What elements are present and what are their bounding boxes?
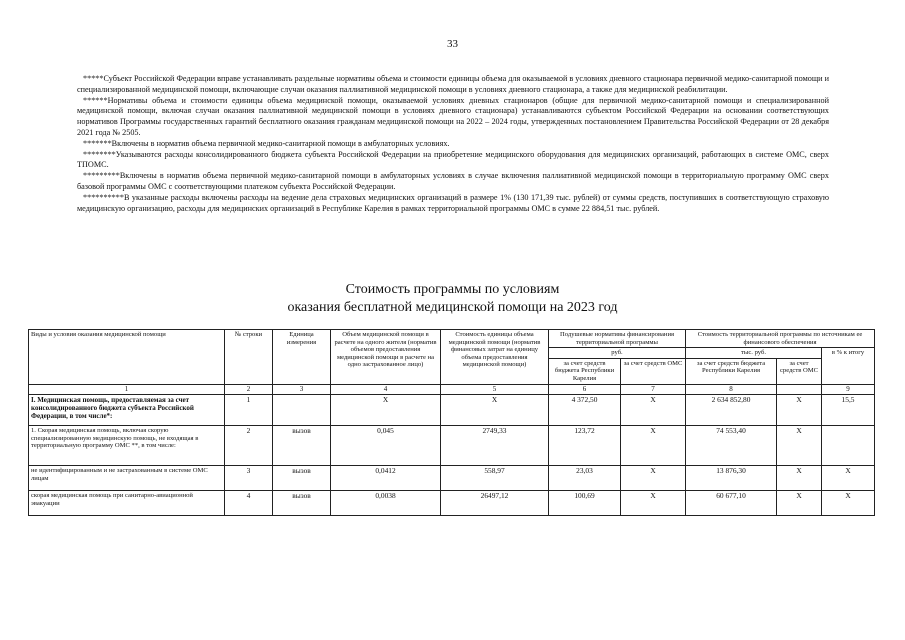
row-name: I. Медицинская помощь, предоставляемая за счет консолидированного бюджета субъекта Российской Федерации, в том числе*: xyxy=(29,395,225,426)
col-num-6: 6 xyxy=(549,384,621,395)
column-numbers-row xyxy=(29,384,875,395)
table-row xyxy=(29,466,875,491)
col-num-5: 5 xyxy=(441,384,549,395)
header-types: Виды и условия оказания медицинской помощи xyxy=(29,330,225,385)
row-tc-budget: 60 677,10 xyxy=(686,491,777,516)
row-tc-oms: Х xyxy=(777,491,822,516)
row-cost: 558,97 xyxy=(441,466,549,491)
row-cost: 26497,12 xyxy=(441,491,549,516)
program-cost-table xyxy=(28,329,875,516)
row-tc-budget: 2 634 852,80 xyxy=(686,395,777,426)
row-volume: Х xyxy=(331,395,441,426)
col-num-8: 8 xyxy=(686,384,777,395)
col-num-9: 9 xyxy=(822,384,875,395)
row-pc-oms: Х xyxy=(621,466,686,491)
row-percent: Х xyxy=(822,491,875,516)
footnote-9: *********Включены в норматив объема первичной медико-санитарной помощи в амбулаторных условиях в случае включения паллиативной медицинской помощи в территориальную программу ОМС сверх базовой программы ОМС с соответствующими платежом субъекта Российской Федерации. xyxy=(77,171,829,191)
header-pc-oms: за счет средств ОМС xyxy=(621,358,686,384)
row-unit: вызов xyxy=(273,491,331,516)
table-row xyxy=(29,426,875,466)
row-cost: Х xyxy=(441,395,549,426)
row-volume: 0,0412 xyxy=(331,466,441,491)
row-unit xyxy=(273,395,331,426)
row-percent: 15,5 xyxy=(822,395,875,426)
row-tc-oms: Х xyxy=(777,466,822,491)
table-title xyxy=(0,281,905,317)
row-name: скорая медицинская помощь при санитарно-авиационной эвакуации xyxy=(29,491,225,516)
table-title-line-2: оказания бесплатной медицинской помощи на 2023 год xyxy=(287,300,618,315)
col-num-2: 2 xyxy=(225,384,273,395)
row-cost: 2749,33 xyxy=(441,426,549,466)
row-tc-oms: Х xyxy=(777,426,822,466)
row-volume: 0,0038 xyxy=(331,491,441,516)
row-name: не идентифицированным и не застрахованным в системе ОМС лицам xyxy=(29,466,225,491)
header-rub: руб. xyxy=(549,348,686,359)
col-num-1: 1 xyxy=(29,384,225,395)
table-title-line-1: Стоимость программы по условиям xyxy=(345,282,560,297)
row-pc-oms: Х xyxy=(621,426,686,466)
header-row-1 xyxy=(29,330,875,348)
col-num-4: 4 xyxy=(331,384,441,395)
header-unit: Единица измерения xyxy=(273,330,331,385)
col-num-3: 3 xyxy=(273,384,331,395)
row-unit: вызов xyxy=(273,426,331,466)
header-unit-cost: Стоимость единицы объема медицинской помощи (норматив финансовых затрат на единицу объема предоставления медицинской помощи) xyxy=(441,330,549,385)
header-program-cost: Стоимость территориальной программы по источникам ее финансового обеспечения xyxy=(686,330,875,348)
row-tc-oms: Х xyxy=(777,395,822,426)
row-pc-budget: 23,03 xyxy=(549,466,621,491)
footnote-7: *******Включены в норматив объема первичной медико-санитарной помощи в амбулаторных условиях. xyxy=(83,138,450,148)
col-num-7: 7 xyxy=(621,384,686,395)
row-pc-budget: 4 372,50 xyxy=(549,395,621,426)
row-percent: Х xyxy=(822,466,875,491)
row-number: 4 xyxy=(225,491,273,516)
header-pc-budget: за счет средств бюджета Республики Карелия xyxy=(549,358,621,384)
row-number: 3 xyxy=(225,466,273,491)
row-pc-oms: Х xyxy=(621,395,686,426)
row-tc-budget: 13 876,30 xyxy=(686,466,777,491)
row-name: 1. Скорая медицинская помощь, включая скорую специализированную медицинскую помощь, не входящая в территориальную программу ОМС **, в том числе: xyxy=(29,426,225,466)
header-tc-budget: за счет средств бюджета Республики Карелия xyxy=(686,358,777,384)
footnote-10: **********В указанные расходы включены расходы на ведение дела страховых медицинских организаций в размере 1% (130 171,39 тыс. рублей) от суммы средств, поступивших в соответствующую страховую медицинскую организацию, расходы для медицинских организаций в Республике Карелия в рамках территориальной программы ОМС в сумме 22 884,51 тыс. рублей. xyxy=(77,192,829,213)
header-per-capita: Подушевые нормативы финансирования территориальной программы xyxy=(549,330,686,348)
row-number: 2 xyxy=(225,426,273,466)
footnote-5: *****Субъект Российской Федерации вправе устанавливать раздельные нормативы объема и стоимости единицы объема для оказываемой в условиях дневного стационара первичной медико-санитарной помощи и специализированной медицинской помощи, включающие случаи оказания паллиативной медицинской помощи в условиях дневного стационара, а также для медицинской реабилитации. xyxy=(77,74,829,94)
footnote-6: ******Нормативы объема и стоимости единицы объема медицинской помощи, оказываемой условиях дневных стационаров (общие для первичной медико-санитарной помощи и специализированной медицинской помощи, включая случаи оказания паллиативной медицинской помощи в условиях дневного стационара) устанавливаются субъектом Российской Федерации на основании соответствующих нормативов Программы государственных гарантий бесплатного оказания гражданам медицинской помощи на 2022 – 2024 годы, утвержденных постановлением Правительства Российской Федерации от 28 декабря 2021 года № 2505. xyxy=(77,95,829,137)
col-num-8b xyxy=(777,384,822,395)
row-number: 1 xyxy=(225,395,273,426)
header-percent: в % к итогу xyxy=(822,348,875,384)
header-tc-oms: за счет средств ОМС xyxy=(777,358,822,384)
row-volume: 0,045 xyxy=(331,426,441,466)
header-row-number: № строки xyxy=(225,330,273,385)
row-pc-budget: 100,69 xyxy=(549,491,621,516)
row-pc-oms: Х xyxy=(621,491,686,516)
table-row xyxy=(29,491,875,516)
footnote-8: ********Указываются расходы консолидированного бюджета субъекта Российской Федерации на приобретение медицинского оборудования для медицинских организаций, работающих в системе ОМС, сверх ТПОМС. xyxy=(77,149,829,170)
header-volume: Объем медицинской помощи в расчете на одного жителя (норматив объемов предоставления медицинской помощи в расчете на одно застрахованное лицо) xyxy=(331,330,441,385)
row-pc-budget: 123,72 xyxy=(549,426,621,466)
header-thous-rub: тыс. руб. xyxy=(686,348,822,359)
row-tc-budget: 74 553,40 xyxy=(686,426,777,466)
footnotes xyxy=(77,74,829,214)
table-row xyxy=(29,395,875,426)
page-number: 33 xyxy=(447,38,458,50)
row-unit: вызов xyxy=(273,466,331,491)
row-percent xyxy=(822,426,875,466)
